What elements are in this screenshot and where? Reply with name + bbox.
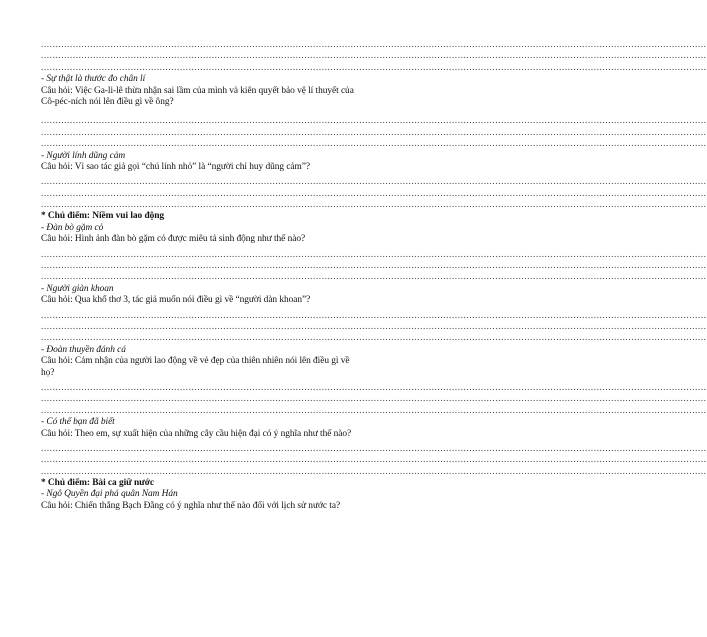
answer-line: ...................................................................................................................................................................................................................................... (41, 466, 707, 477)
question-text-cont: Cô-péc-ních nói lên điều gì về ông? (41, 96, 174, 107)
answer-line: ...................................................................................................................................................................................................................................... (41, 139, 707, 150)
answer-line: ...................................................................................................................................................................................................................................... (41, 261, 707, 272)
question-text: Câu hỏi: Chiến thắng Bạch Đằng có ý nghĩa như thế nào đối với lịch sử nước ta? (41, 500, 341, 511)
question-text: Câu hỏi: Vì sao tác giả gọi “chú lính nhỏ” là “người chỉ huy dũng cảm”? (41, 161, 311, 172)
lesson-title: - Người giàn khoan (41, 283, 114, 294)
answer-line: ...................................................................................................................................................................................................................................... (41, 272, 707, 283)
question-text: Câu hỏi: Cảm nhận của người lao động về vẻ đẹp của thiên nhiên nói lên điều gì về (41, 356, 350, 367)
answer-line: ...................................................................................................................................................................................................................................... (41, 40, 707, 50)
answer-line: ...................................................................................................................................................................................................................................... (41, 333, 707, 344)
lesson-title: - Có thể bạn đã biết (41, 417, 115, 428)
question-text: Câu hỏi: Việc Ga-li-lê thừa nhận sai lầm của mình và kiên quyết bảo vệ lí thuyết của (41, 85, 354, 96)
lesson-title: - Người lính dũng cảm (41, 150, 126, 161)
lesson-title: - Đàn bò gặm cỏ (41, 222, 104, 233)
answer-line: ...................................................................................................................................................................................................................................... (41, 443, 707, 454)
answer-line: ...................................................................................................................................................................................................................................... (41, 51, 707, 62)
answer-line: ...................................................................................................................................................................................................................................... (41, 382, 707, 393)
lesson-title: - Sự thật là thước đo chân lí (41, 74, 146, 85)
answer-line: ...................................................................................................................................................................................................................................... (41, 127, 707, 138)
lesson-title: - Đoàn thuyền đánh cá (41, 344, 126, 355)
answer-line: ...................................................................................................................................................................................................................................... (41, 200, 707, 211)
question-text: Câu hỏi: Theo em, sự xuất hiện của những cây cầu hiện đại có ý nghĩa như thế nào? (41, 428, 352, 439)
question-text: Câu hỏi: Qua khổ thơ 3, tác giả muốn nói điều gì về “người dàn khoan”? (41, 295, 311, 306)
question-text: Câu hỏi: Hình ảnh đàn bò gặm cỏ được miêu tả sinh động như thế nào? (41, 234, 306, 245)
answer-line: ...................................................................................................................................................................................................................................... (41, 310, 707, 321)
question-text-cont: họ? (41, 367, 55, 378)
answer-line: ...................................................................................................................................................................................................................................... (41, 116, 707, 127)
answer-line: ...................................................................................................................................................................................................................................... (41, 394, 707, 405)
answer-line: ...................................................................................................................................................................................................................................... (41, 62, 707, 73)
answer-line: ...................................................................................................................................................................................................................................... (41, 249, 707, 260)
answer-line: ...................................................................................................................................................................................................................................... (41, 188, 707, 199)
document-body (41, 40, 707, 512)
answer-line: ...................................................................................................................................................................................................................................... (41, 321, 707, 332)
lesson-title: - Ngô Quyền đại phá quân Nam Hán (41, 489, 178, 500)
section-heading: * Chủ điểm: Bài ca giữ nước (41, 478, 155, 489)
answer-line: ...................................................................................................................................................................................................................................... (41, 177, 707, 188)
section-heading: * Chủ điểm: Niềm vui lao động (41, 211, 165, 222)
answer-line: ...................................................................................................................................................................................................................................... (41, 455, 707, 466)
answer-line: ...................................................................................................................................................................................................................................... (41, 405, 707, 416)
